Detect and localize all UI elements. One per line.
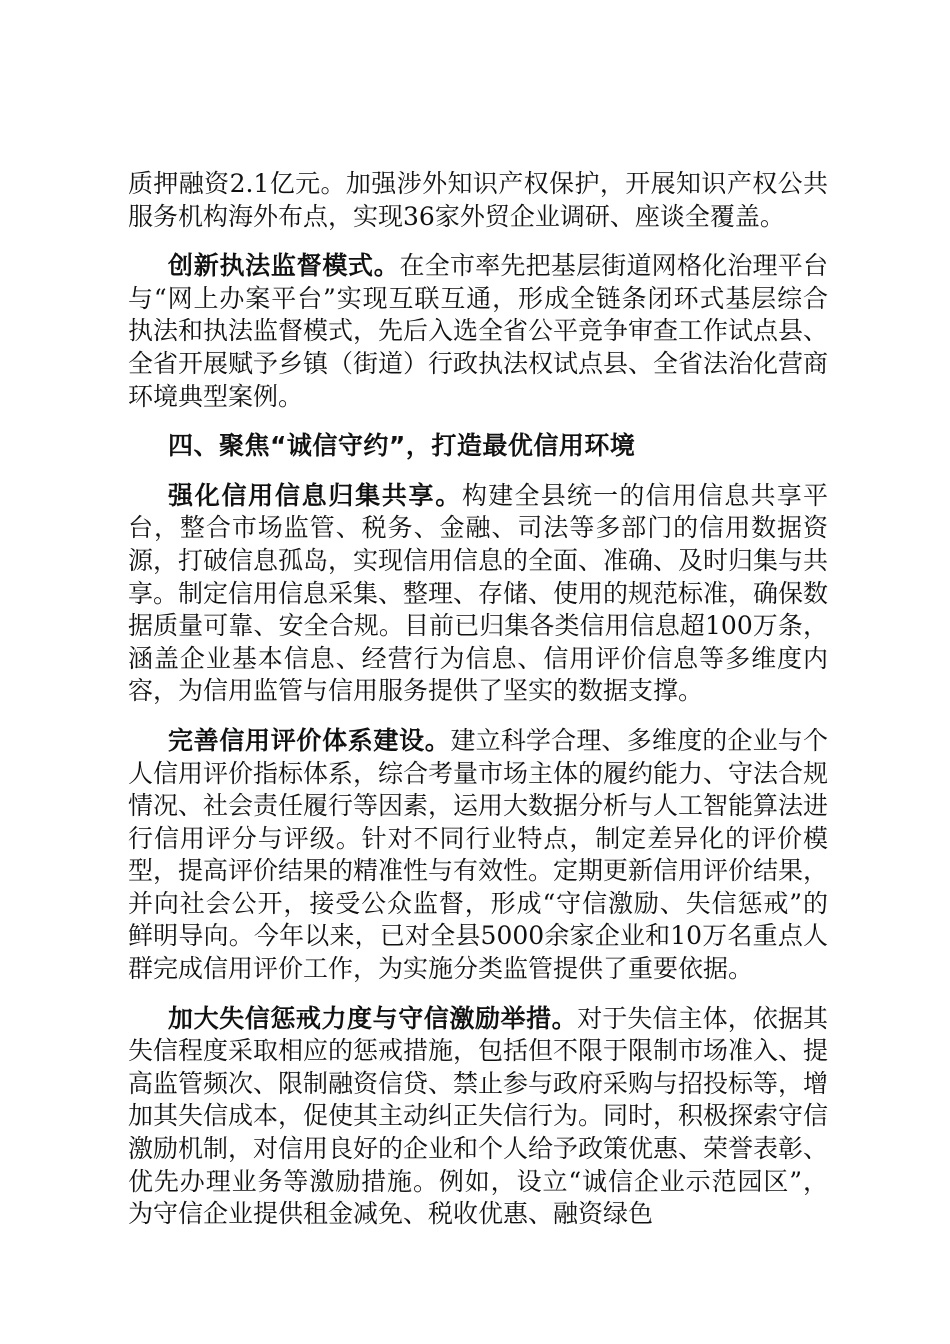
paragraph-credit-evaluation bbox=[128, 725, 828, 986]
paragraph-enforcement-supervision bbox=[128, 250, 828, 413]
paragraph-text: 对于失信主体，依据其失信程度采取相应的惩戒措施，包括但不限于限制市场准入、提高监管频次、限制融资信贷、禁止参与政府采购与招投标等，增加其失信成本，促使其主动纠正失信行为。同时，积极探索守信激励机制，对信用良好的企业和个人给予政策优惠、荣誉表彰、优先办理业务等激励措施。例如，设立“诚信企业示范园区”，为守信企业提供租金减免、税收优惠、融资绿色 bbox=[128, 1003, 829, 1229]
paragraph-text: 构建全县统一的信用信息共享平台，整合市场监管、税务、金融、司法等多部门的信用数据资源，打破信息孤岛，实现信用信息的全面、准确、及时归集与共享。制定信用信息采集、整理、存储、使用的规范标准，确保数据质量可靠、安全合规。目前已归集各类信用信息超100万条，涵盖企业基本信息、经营行为信息、信用评价信息等多维度内容，为信用监管与信用服务提供了坚实的数据支撑。 bbox=[128, 480, 829, 706]
paragraph-lead-heading: 创新执法监督模式。 bbox=[168, 251, 400, 281]
paragraph-text: 质押融资2.1亿元。加强涉外知识产权保护，开展知识产权公共服务机构海外布点，实现36家外贸企业调研、座谈全覆盖。 bbox=[128, 169, 828, 231]
paragraph-lead-heading: 强化信用信息归集共享。 bbox=[168, 480, 463, 510]
paragraph-text: 建立科学合理、多维度的企业与个人信用评价指标体系，综合考量市场主体的履约能力、守法合规情况、社会责任履行等因素，运用大数据分析与人工智能算法进行信用评分与评级。针对不同行业特点，制定差异化的评价模型，提高评价结果的精准性与有效性。定期更新信用评价结果，并向社会公开，接受公众监督，形成“守信激励、失信惩戒”的鲜明导向。今年以来，已对全县5000余家企业和10万名重点人群完成信用评价工作，为实施分类监管提供了重要依据。 bbox=[128, 725, 829, 984]
section-heading: 四、聚焦“诚信守约”，打造最优信用环境 bbox=[168, 431, 636, 461]
paragraph-lead-heading: 完善信用评价体系建设。 bbox=[168, 725, 451, 755]
paragraph-credit-sharing bbox=[128, 480, 828, 708]
document-body bbox=[128, 168, 828, 1248]
paragraph-text: 在全市率先把基层街道网格化治理平台与“网上办案平台”实现互联互通，形成全链条闭环式基层综合执法和执法监督模式，先后入选全省公平竞争审查工作试点县、全省开展赋予乡镇（街道）行政执法权试点县、全省法治化营商环境典型案例。 bbox=[128, 251, 829, 411]
paragraph-continuation bbox=[128, 168, 828, 233]
paragraph-lead-heading: 加大失信惩戒力度与守信激励举措。 bbox=[168, 1003, 578, 1033]
paragraph-discipline-incentive bbox=[128, 1003, 828, 1231]
